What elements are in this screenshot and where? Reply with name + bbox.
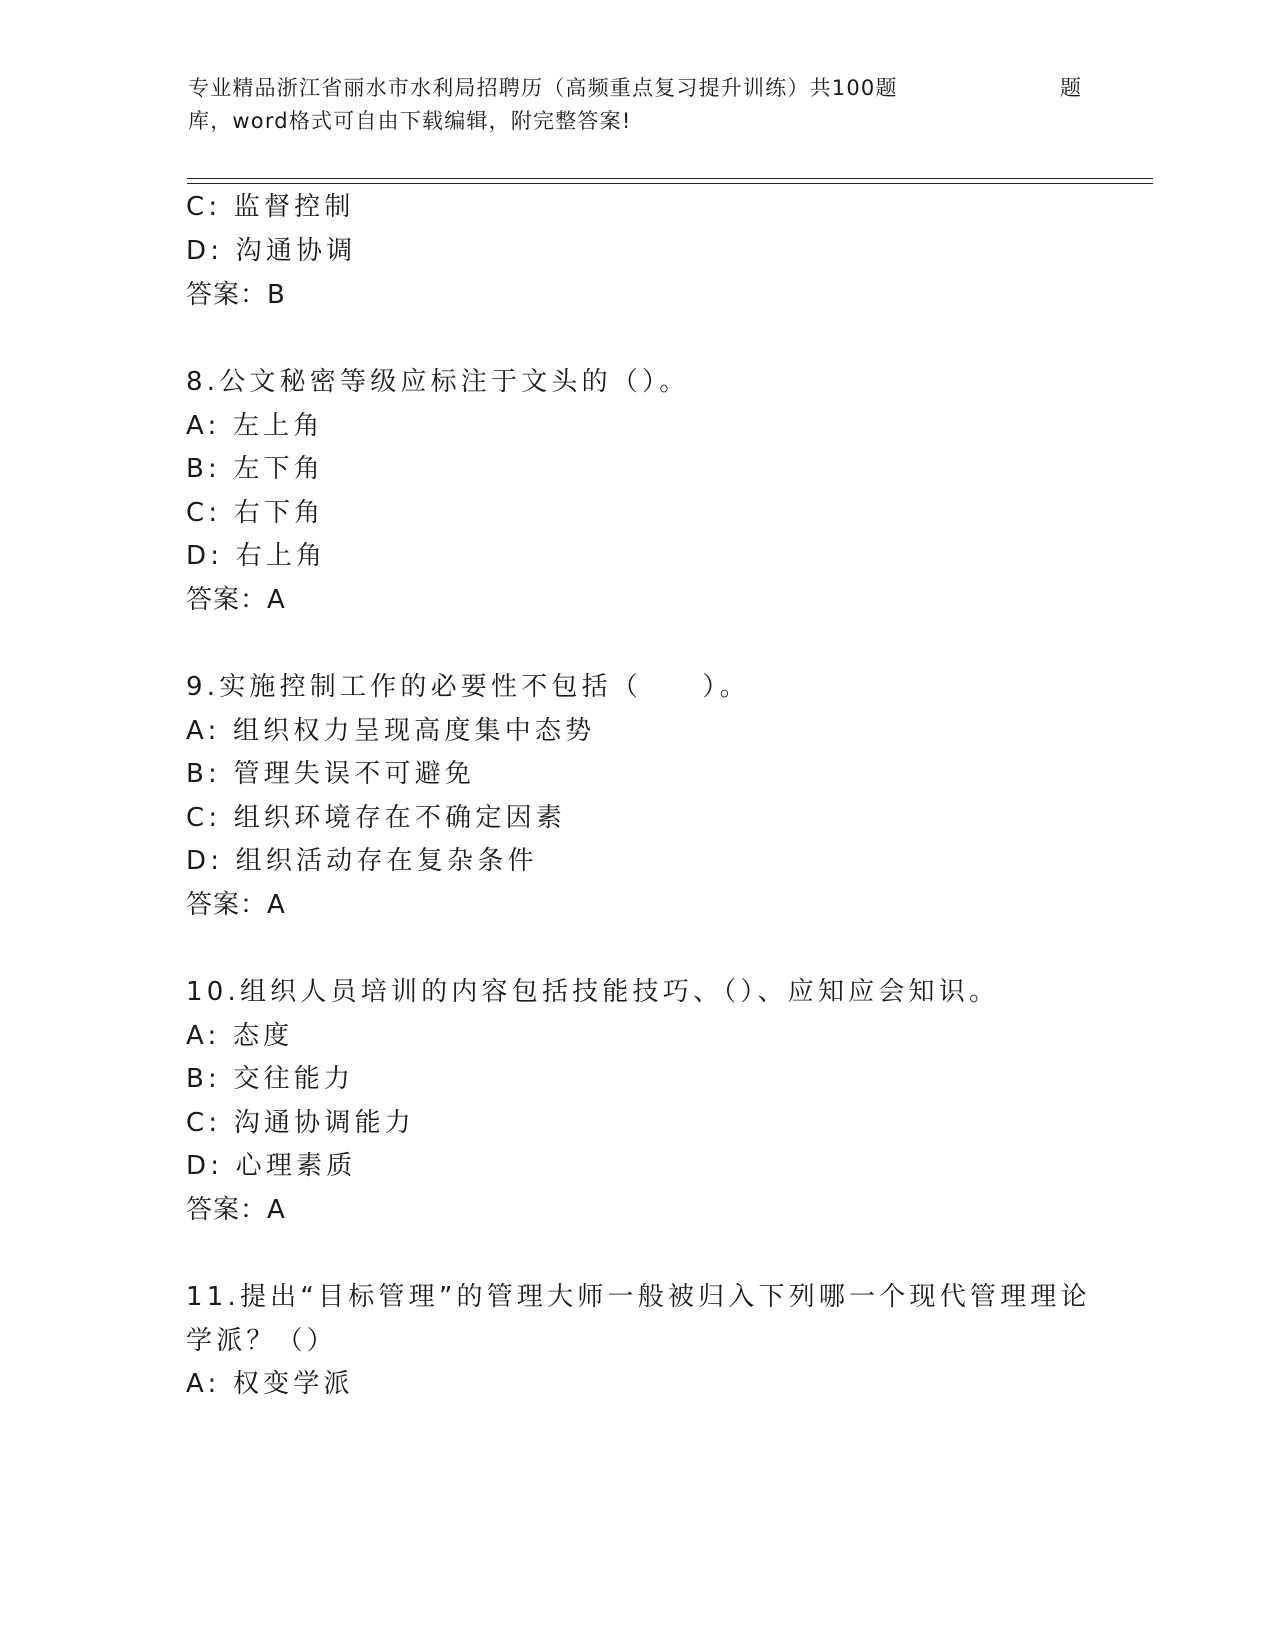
question-9-option-c: C: 组织环境存在不确定因素 (186, 803, 566, 833)
question-8-text: 8.公文秘密等级应标注于文头的（）。 (186, 367, 690, 397)
header-divider-top (187, 178, 1153, 179)
question-9-option-d: D: 组织活动存在复杂条件 (186, 846, 538, 876)
question-8-option-d: D: 右上角 (186, 541, 327, 571)
question-8-answer: 答案：A (186, 585, 286, 615)
header-line-2: 库，word格式可自由下载编辑，附完整答案! (188, 109, 632, 133)
question-9-answer: 答案：A (186, 890, 286, 920)
question-8-option-c: C: 右下角 (186, 498, 325, 528)
question-9-text: 9.实施控制工作的必要性不包括（ ）。 (186, 672, 750, 702)
question-10-text: 10.组织人员培训的内容包括技能技巧、（）、应知应会知识。 (186, 977, 1000, 1007)
question-10-option-b: B: 交往能力 (186, 1064, 355, 1094)
question-9-option-a: A: 组织权力呈现高度集中态势 (186, 716, 596, 746)
header-line-1: 专业精品浙江省丽水市水利局招聘历（高频重点复习提升训练）共100题 (188, 76, 898, 100)
question-11-text-line-1: 11.提出“目标管理”的管理大师一般被归入下列哪一个现代管理理论 (186, 1282, 1091, 1312)
option-c: C: 监督控制 (186, 192, 355, 222)
question-9-option-b: B: 管理失误不可避免 (186, 759, 476, 789)
answer: 答案：B (186, 280, 286, 310)
header-line-1-tail: 题 (1060, 76, 1083, 100)
question-10-option-c: C: 沟通协调能力 (186, 1108, 415, 1138)
option-d: D: 沟通协调 (186, 236, 357, 266)
question-10-option-a: A: 态度 (186, 1021, 294, 1051)
question-11-option-a: A: 权变学派 (186, 1369, 354, 1399)
header-divider-bottom (187, 183, 1153, 184)
question-11-text-line-2: 学派？（） (186, 1326, 338, 1356)
document-header (188, 72, 1088, 142)
question-10-answer: 答案：A (186, 1195, 286, 1225)
question-8-option-a: A: 左上角 (186, 411, 324, 441)
question-8-option-b: B: 左下角 (186, 454, 325, 484)
question-10-option-d: D: 心理素质 (186, 1151, 357, 1181)
